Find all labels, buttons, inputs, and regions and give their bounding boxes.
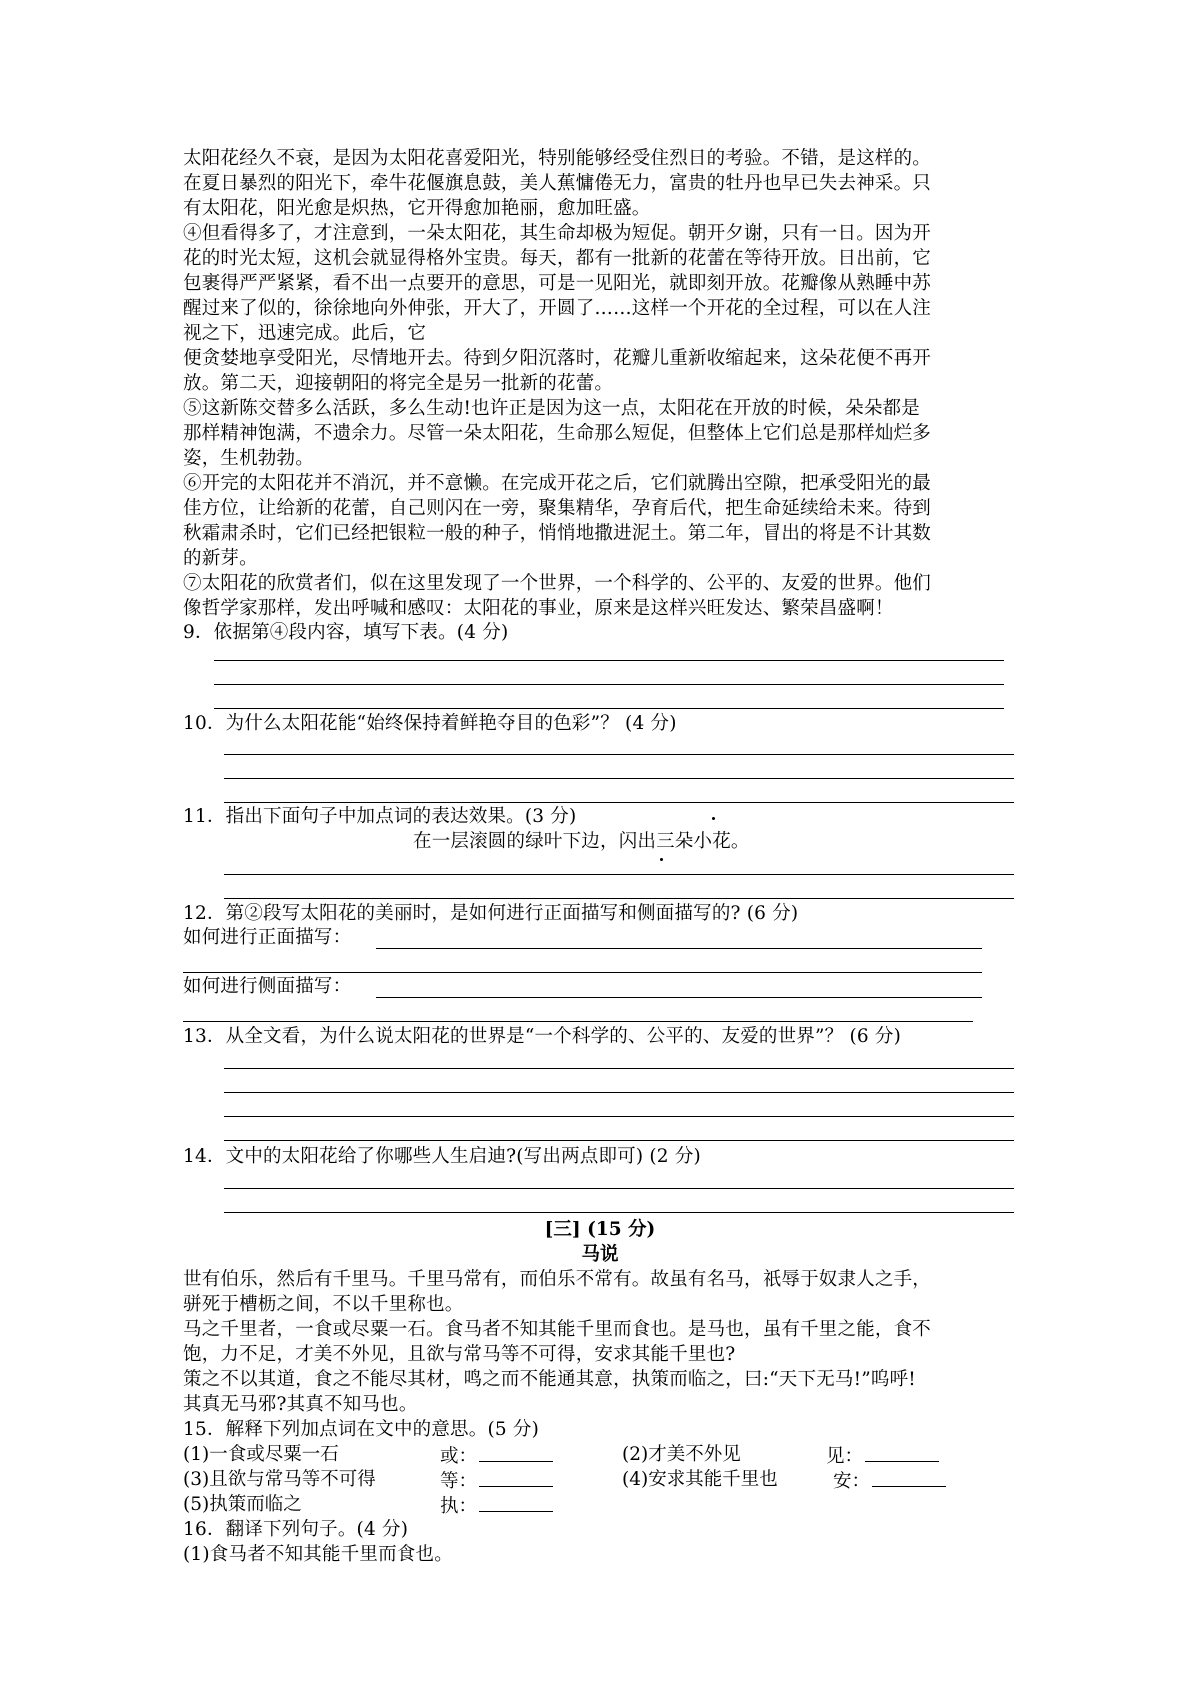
answer-line[interactable] [224,1116,1014,1117]
q15-item-word-label: 执： [440,1496,478,1517]
passage-line: ⑤这新陈交替多么活跃，多么生动!也许正是因为这一点，太阳花在开放的时候，朵朵都是 [183,398,920,419]
fill-blank[interactable] [479,1493,553,1512]
answer-line[interactable] [224,778,1014,779]
answer-line[interactable] [376,997,982,998]
passage-line: 的新芽。 [183,548,258,569]
q15-item-phrase: (3)且欲与常马等不可得 [183,1469,376,1490]
q15-item-word-label: 安： [833,1471,871,1492]
answer-line[interactable] [224,1092,1014,1093]
question-13: 13．从全文看，为什么说太阳花的世界是“一个科学的、公平的、友爱的世界”？ (6 分) [183,1026,902,1047]
q15-item-word [833,1468,946,1494]
q15-item-phrase: (2)才美不外见 [622,1444,741,1465]
classical-text-line: 马之千里者，一食或尽粟一石。食马者不知其能千里而食也。是马也，虽有千里之能，食不 [183,1319,932,1340]
answer-line[interactable] [224,1140,1014,1141]
classical-text-line: 策之不以其道，食之不能尽其材，鸣之而不能通其意，执策而临之，曰:“天下无马!”呜呼! [183,1369,916,1390]
fill-blank[interactable] [479,1443,553,1462]
question-11-sentence: 在一层滚圆的绿叶下边，闪出三朵小花。 [413,831,750,852]
answer-line[interactable] [183,972,982,973]
passage-line: 醒过来了似的，徐徐地向外伸张，开大了，开圆了……这样一个开花的全过程，可以在人注 [183,298,932,319]
passage-line: 像哲学家那样，发出呼喊和感叹：太阳花的事业，原来是这样兴旺发达、繁荣昌盛啊！ [183,598,894,619]
answer-line[interactable] [224,874,1014,875]
question-16: 16．翻译下列句子。(4 分) [183,1519,409,1540]
classical-text-line: 世有伯乐，然后有千里马。千里马常有，而伯乐不常有。故虽有名马，祇辱于奴隶人之手， [183,1269,932,1290]
q15-item-word-label: 见： [826,1446,864,1467]
answer-line[interactable] [376,948,982,949]
answer-line[interactable] [224,802,1014,803]
passage-line: 放。第二天，迎接朝阳的将完全是另一批新的花蕾。 [183,373,614,394]
answer-line[interactable] [224,1188,1014,1189]
passage-line: 有太阳花，阳光愈是炽热，它开得愈加艳丽，愈加旺盛。 [183,198,651,219]
passage-line: 姿，生机勃勃。 [183,448,314,469]
passage-line: 花的时光太短，这机会就显得格外宝贵。每天，都有一批新的花蕾在等待开放。日出前，它 [183,248,932,269]
emphasis-dot [660,858,663,861]
question-16-item-1: (1)食马者不知其能千里而食也。 [183,1544,453,1565]
answer-line[interactable] [214,708,1004,709]
q15-item-word [440,1493,553,1519]
q15-item-word [440,1468,553,1494]
question-12: 12．第②段写太阳花的美丽时，是如何进行正面描写和侧面描写的? (6 分) [183,903,799,924]
q15-item-word [826,1443,939,1469]
fill-blank[interactable] [872,1468,946,1487]
passage-line: 在夏日暴烈的阳光下，牵牛花偃旗息鼓，美人蕉慵倦无力，富贵的牡丹也早已失去神采。只 [183,173,932,194]
emphasis-dot [712,817,715,820]
question-14: 14．文中的太阳花给了你哪些人生启迪?(写出两点即可) (2 分) [183,1146,701,1167]
passage-line: 那样精神饱满，不遗余力。尽管一朵太阳花，生命那么短促，但整体上它们总是那样灿烂多 [183,423,932,444]
fill-blank[interactable] [865,1443,939,1462]
passage-line: 秋霜肃杀时，它们已经把银粒一般的种子，悄悄地撒进泥土。第二年，冒出的将是不计其数 [183,523,932,544]
answer-line[interactable] [224,1212,1014,1213]
question-15: 15．解释下列加点词在文中的意思。(5 分) [183,1419,540,1440]
answer-line[interactable] [224,1068,1014,1069]
passage-line: 视之下，迅速完成。此后，它 [183,323,427,344]
passage-line: 便贪婪地享受阳光，尽情地开去。待到夕阳沉落时，花瓣儿重新收缩起来，这朵花便不再开 [183,348,932,369]
q15-item-word-label: 或： [440,1446,478,1467]
passage-line: 佳方位，让给新的花蕾，自己则闪在一旁，聚集精华，孕育后代，把生命延续给未来。待到 [183,498,932,519]
q15-item-phrase: (5)执策而临之 [183,1494,302,1515]
answer-line[interactable] [214,684,1004,685]
q15-item-phrase: (4)安求其能千里也 [622,1469,778,1490]
question-10: 10．为什么太阳花能“始终保持着鲜艳夺目的色彩”？ (4 分) [183,713,677,734]
section-header: [三] (15 分) [544,1219,656,1240]
q15-item-phrase: (1)一食或尽粟一石 [183,1444,339,1465]
answer-line[interactable] [224,754,1014,755]
section-title: 马说 [581,1244,619,1265]
question-9: 9．依据第④段内容，填写下表。(4 分) [183,622,509,643]
passage-line: ⑥开完的太阳花并不消沉，并不意懒。在完成开花之后，它们就腾出空隙，把承受阳光的最 [183,473,932,494]
question-11: 11．指出下面句子中加点词的表达效果。(3 分) [183,806,577,827]
q15-item-word [440,1443,553,1469]
answer-line[interactable] [224,898,1014,899]
passage-line: 太阳花经久不衰，是因为太阳花喜爱阳光，特别能够经受住烈日的考验。不错，是这样的。 [183,148,932,169]
answer-line[interactable] [183,1021,973,1022]
fill-blank[interactable] [479,1468,553,1487]
answer-line[interactable] [214,660,1004,661]
q12-front-label: 如何进行正面描写： [183,927,352,948]
classical-text-line: 骈死于槽枥之间，不以千里称也。 [183,1294,464,1315]
q15-item-word-label: 等： [440,1471,478,1492]
classical-text-line: 其真无马邪?其真不知马也。 [183,1394,418,1415]
passage-line: 包裹得严严紧紧，看不出一点要开的意思，可是一见阳光，就即刻开放。花瓣像从熟睡中苏 [183,273,932,294]
passage-line: ⑦太阳花的欣赏者们，似在这里发现了一个世界，一个科学的、公平的、友爱的世界。他们 [183,573,932,594]
passage-line: ④但看得多了，才注意到，一朵太阳花，其生命却极为短促。朝开夕谢，只有一日。因为开 [183,223,932,244]
q12-side-label: 如何进行侧面描写： [183,976,352,997]
classical-text-line: 饱，力不足，才美不外见，且欲与常马等不可得，安求其能千里也? [183,1344,736,1365]
